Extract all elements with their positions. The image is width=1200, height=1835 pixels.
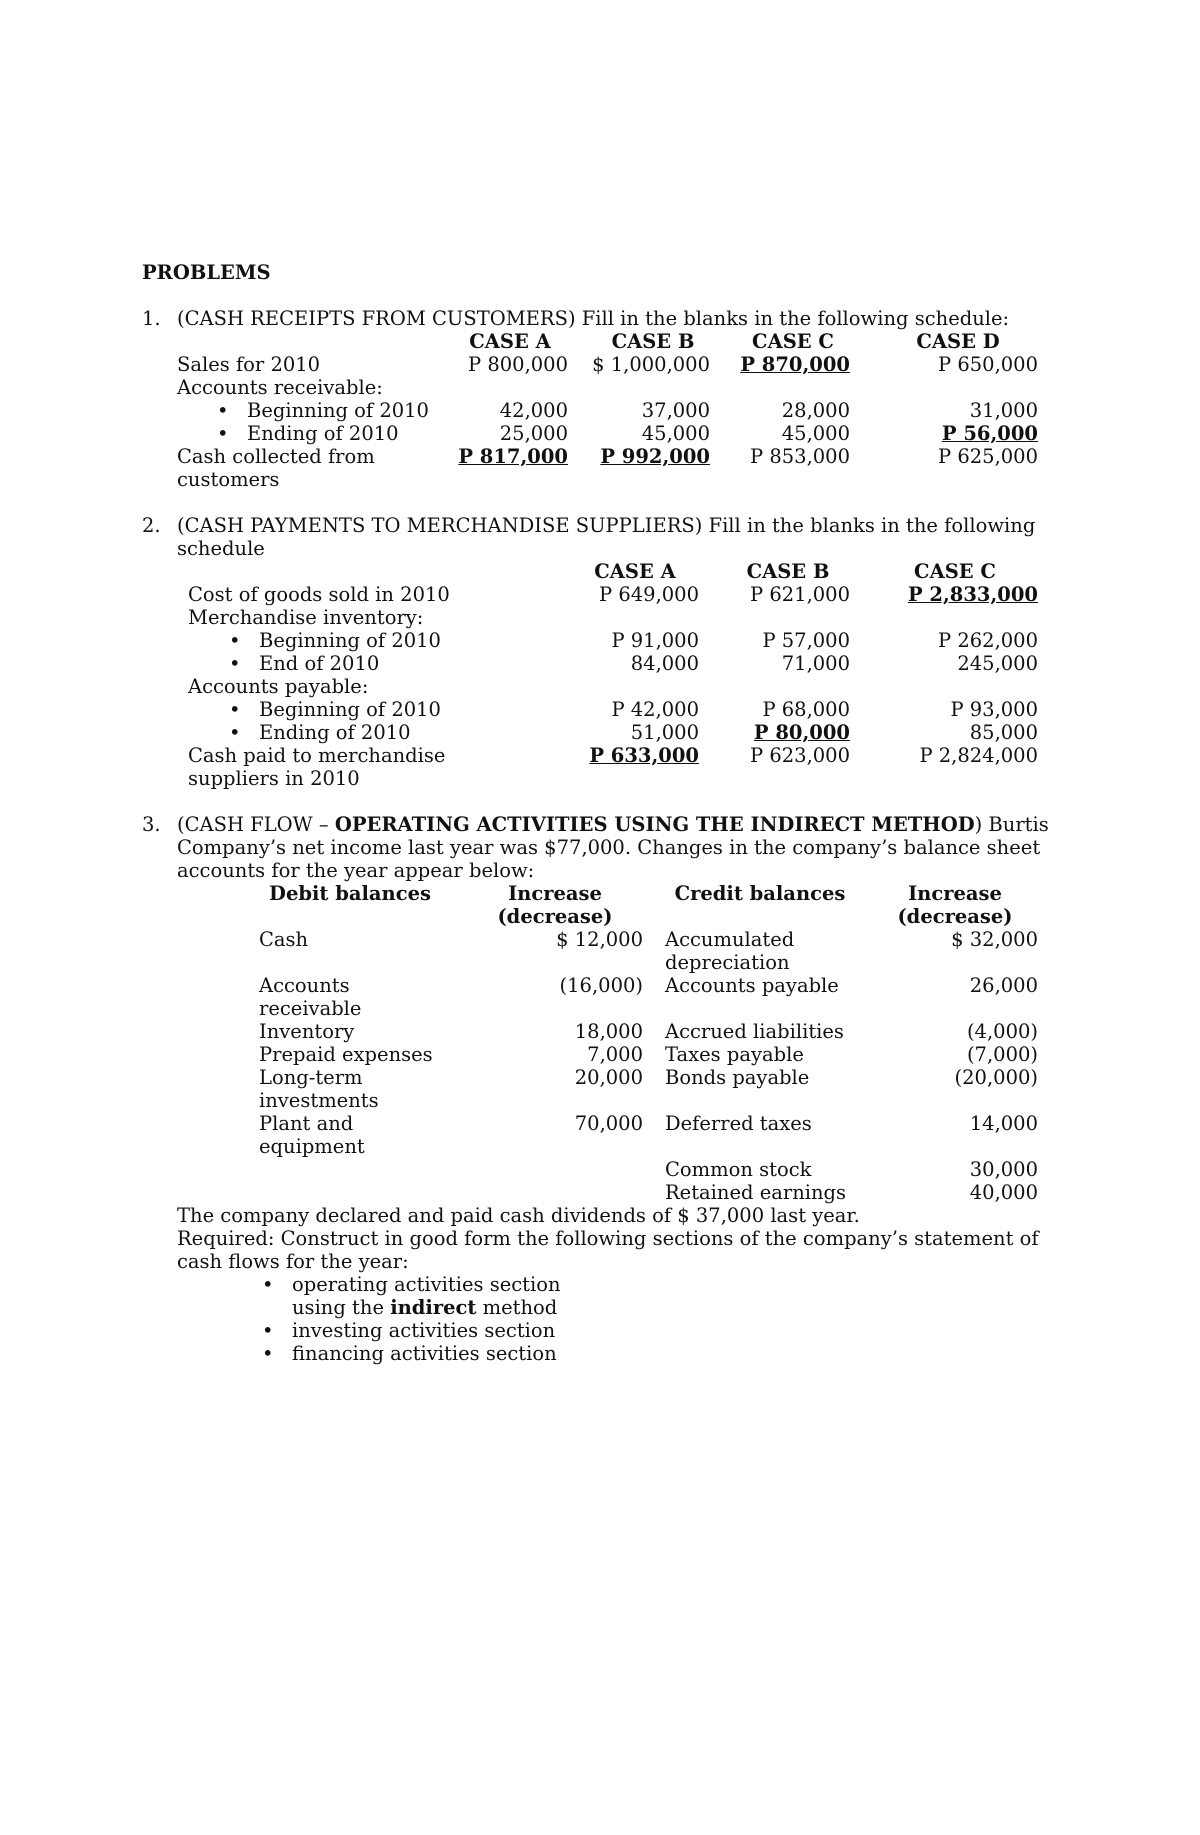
p1-beg-c: 28,000: [781, 399, 850, 422]
p3-hdr-inc-2b: (decrease): [897, 905, 1013, 928]
p2-case-b: CASE B: [746, 560, 830, 583]
p2-inv-beg-c: P 262,000: [938, 629, 1038, 652]
p3-title-a: (CASH FLOW –: [177, 813, 335, 836]
p2-ap-beg-label: • Beginning of 2010: [259, 698, 441, 721]
p3-line-3: accounts for the year appear below:: [177, 859, 535, 882]
p3-required-1: Required: Construct in good form the following sections of the company’s statement of: [177, 1227, 1039, 1250]
p3-debit-label-2: equipment: [259, 1135, 365, 1158]
p1-beg-d: 31,000: [969, 399, 1038, 422]
p1-cash-a: P 817,000: [458, 445, 568, 468]
p3-credit-label: Accrued liabilities: [665, 1020, 844, 1043]
p1-beg-label: • Beginning of 2010: [247, 399, 429, 422]
p3-credit-value: 40,000: [969, 1181, 1038, 1204]
p3-hdr-inc-1: Increase: [508, 882, 602, 905]
p3-number: 3.: [142, 813, 161, 836]
p1-cash-label-1: Cash collected from: [177, 445, 375, 468]
p3-debit-label: Accounts: [259, 974, 350, 997]
p3-credit-label: Accumulated: [665, 928, 795, 951]
p3-title-c: ) Burtis: [974, 813, 1049, 836]
p2-ap-beg-b: P 68,000: [762, 698, 850, 721]
p2-title-1: (CASH PAYMENTS TO MERCHANDISE SUPPLIERS) Fill in the blanks in the following: [177, 514, 1036, 537]
p3-debit-value: 18,000: [574, 1020, 643, 1043]
p1-end-c: 45,000: [781, 422, 850, 445]
p3-debit-label-2: investments: [259, 1089, 379, 1112]
p2-number: 2.: [142, 514, 161, 537]
p3-b1b-bold: indirect: [390, 1296, 477, 1319]
p1-sales-label: Sales for 2010: [177, 353, 321, 376]
p1-end-a: 25,000: [499, 422, 568, 445]
p2-title-2: schedule: [177, 537, 265, 560]
p2-inv-end-c: 245,000: [957, 652, 1038, 675]
p3-dividends: The company declared and paid cash dividends of $ 37,000 last year.: [177, 1204, 860, 1227]
p1-sales-a: P 800,000: [468, 353, 568, 376]
p3-debit-label: Prepaid expenses: [259, 1043, 433, 1066]
p3-bullet-investing: • investing activities section: [292, 1319, 555, 1342]
p3-credit-value: 26,000: [969, 974, 1038, 997]
p3-hdr-credit: Credit balances: [674, 882, 846, 905]
p3-debit-label-2: receivable: [259, 997, 362, 1020]
heading: PROBLEMS: [142, 261, 271, 284]
p3-credit-value: (20,000): [954, 1066, 1038, 1089]
p1-case-d: CASE D: [916, 330, 1000, 353]
p2-inv-end-b: 71,000: [781, 652, 850, 675]
p3-hdr-inc-1b: Increase: [908, 882, 1002, 905]
p1-sales-d: P 650,000: [938, 353, 1038, 376]
p1-case-a: CASE A: [469, 330, 551, 353]
p3-credit-label: Retained earnings: [665, 1181, 847, 1204]
p1-title: (CASH RECEIPTS FROM CUSTOMERS) Fill in the blanks in the following schedule:: [177, 307, 1010, 330]
p1-sales-b: $ 1,000,000: [592, 353, 710, 376]
p2-inv-end-label: • End of 2010: [259, 652, 379, 675]
p3-debit-value: 7,000: [587, 1043, 643, 1066]
p2-inv-beg-b: P 57,000: [762, 629, 850, 652]
p2-inv-label: Merchandise inventory:: [188, 606, 424, 629]
p2-cash-a: P 633,000: [589, 744, 699, 767]
p3-credit-value: 14,000: [969, 1112, 1038, 1135]
p1-end-b: 45,000: [641, 422, 710, 445]
p2-cash-c: P 2,824,000: [919, 744, 1038, 767]
p1-ar-label: Accounts receivable:: [177, 376, 383, 399]
p3-credit-value: 30,000: [969, 1158, 1038, 1181]
p2-cogs-b: P 621,000: [750, 583, 850, 606]
p1-case-c: CASE C: [752, 330, 834, 353]
p1-end-d: P 56,000: [941, 422, 1038, 445]
p1-number: 1.: [142, 307, 161, 330]
p3-debit-value: 70,000: [574, 1112, 643, 1135]
p3-debit-label: Plant and: [259, 1112, 354, 1135]
p3-hdr-debit: Debit balances: [269, 882, 431, 905]
p3-debit-value: 20,000: [574, 1066, 643, 1089]
p3-title-b: OPERATING ACTIVITIES USING THE INDIRECT METHOD: [334, 813, 975, 836]
p3-bullet-financing: • financing activities section: [292, 1342, 557, 1365]
p3-bullet-operating: • operating activities section: [292, 1273, 561, 1296]
p3-title-line: [177, 813, 1049, 836]
p2-ap-end-c: 85,000: [969, 721, 1038, 744]
p3-b1b-post: method: [476, 1296, 558, 1319]
p2-cash-label-2: suppliers in 2010: [188, 767, 360, 790]
p2-cogs-c: P 2,833,000: [907, 583, 1038, 606]
p2-inv-beg-label: • Beginning of 2010: [259, 629, 441, 652]
p3-credit-value: (7,000): [966, 1043, 1038, 1066]
p3-credit-value: $ 32,000: [951, 928, 1038, 951]
p3-required-2: cash flows for the year:: [177, 1250, 409, 1273]
p2-ap-end-b: P 80,000: [753, 721, 850, 744]
p3-credit-value: (4,000): [966, 1020, 1038, 1043]
p3-debit-label: Cash: [259, 928, 309, 951]
p2-cash-b: P 623,000: [750, 744, 850, 767]
p2-inv-end-a: 84,000: [630, 652, 699, 675]
p2-ap-beg-a: P 42,000: [611, 698, 699, 721]
p1-case-b: CASE B: [611, 330, 695, 353]
p1-cash-b: P 992,000: [600, 445, 710, 468]
p2-case-c: CASE C: [914, 560, 996, 583]
p2-cogs-a: P 649,000: [599, 583, 699, 606]
p2-ap-end-a: 51,000: [630, 721, 699, 744]
p3-b1b-pre: using the: [292, 1296, 391, 1319]
p1-cash-label-2: customers: [177, 468, 280, 491]
p3-hdr-inc-2: (decrease): [497, 905, 613, 928]
p3-debit-label: Inventory: [259, 1020, 355, 1043]
p3-line-2: Company’s net income last year was $77,000. Changes in the company’s balance sheet: [177, 836, 1041, 859]
p1-sales-c: P 870,000: [740, 353, 850, 376]
p3-debit-value: $ 12,000: [556, 928, 643, 951]
p3-credit-label: Taxes payable: [665, 1043, 804, 1066]
p2-inv-beg-a: P 91,000: [611, 629, 699, 652]
p3-bullet-operating-2: [292, 1296, 557, 1319]
p1-beg-b: 37,000: [641, 399, 710, 422]
p3-credit-label: Bonds payable: [665, 1066, 810, 1089]
p1-cash-c: P 853,000: [750, 445, 850, 468]
p3-credit-label: Accounts payable: [665, 974, 839, 997]
p2-ap-end-label: • Ending of 2010: [259, 721, 411, 744]
p2-cash-label-1: Cash paid to merchandise: [188, 744, 446, 767]
p2-ap-label: Accounts payable:: [188, 675, 369, 698]
p3-credit-label: Deferred taxes: [665, 1112, 812, 1135]
p2-case-a: CASE A: [594, 560, 676, 583]
p2-cogs-label: Cost of goods sold in 2010: [188, 583, 450, 606]
p3-credit-label: Common stock: [665, 1158, 812, 1181]
p1-beg-a: 42,000: [499, 399, 568, 422]
p2-ap-beg-c: P 93,000: [950, 698, 1038, 721]
p3-credit-label-2: depreciation: [665, 951, 790, 974]
p3-debit-label: Long-term: [259, 1066, 363, 1089]
p3-debit-value: (16,000): [559, 974, 643, 997]
p1-end-label: • Ending of 2010: [247, 422, 399, 445]
p1-cash-d: P 625,000: [938, 445, 1038, 468]
